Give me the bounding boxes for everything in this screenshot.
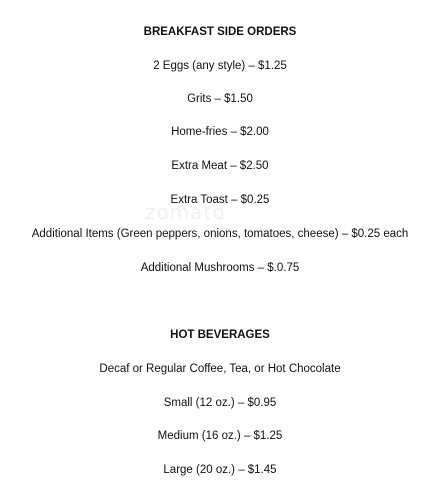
zomato-watermark: zomato [145, 200, 226, 224]
menu-item: Extra Toast – $0.25 [170, 194, 270, 206]
hot-beverages-heading: HOT BEVERAGES [170, 329, 270, 341]
menu-item: Grits – $1.50 [187, 93, 253, 105]
menu-item: Additional Items (Green peppers, onions, tomatoes, cheese) – $0.25 each [31, 228, 409, 240]
menu-item: 2 Eggs (any style) – $1.25 [153, 60, 287, 72]
menu-item: Extra Meat – $2.50 [171, 160, 269, 172]
menu-item: Large (20 oz.) – $1.45 [163, 464, 277, 476]
menu-item: Home-fries – $2.00 [171, 126, 269, 138]
menu-item: Additional Mushrooms – $.0.75 [140, 262, 300, 274]
breakfast-side-orders-heading: BREAKFAST SIDE ORDERS [143, 26, 297, 38]
menu-item: Medium (16 oz.) – $1.25 [157, 430, 283, 442]
menu-item: Decaf or Regular Coffee, Tea, or Hot Chocolate [99, 363, 341, 375]
menu-item: Small (12 oz.) – $0.95 [163, 397, 277, 409]
